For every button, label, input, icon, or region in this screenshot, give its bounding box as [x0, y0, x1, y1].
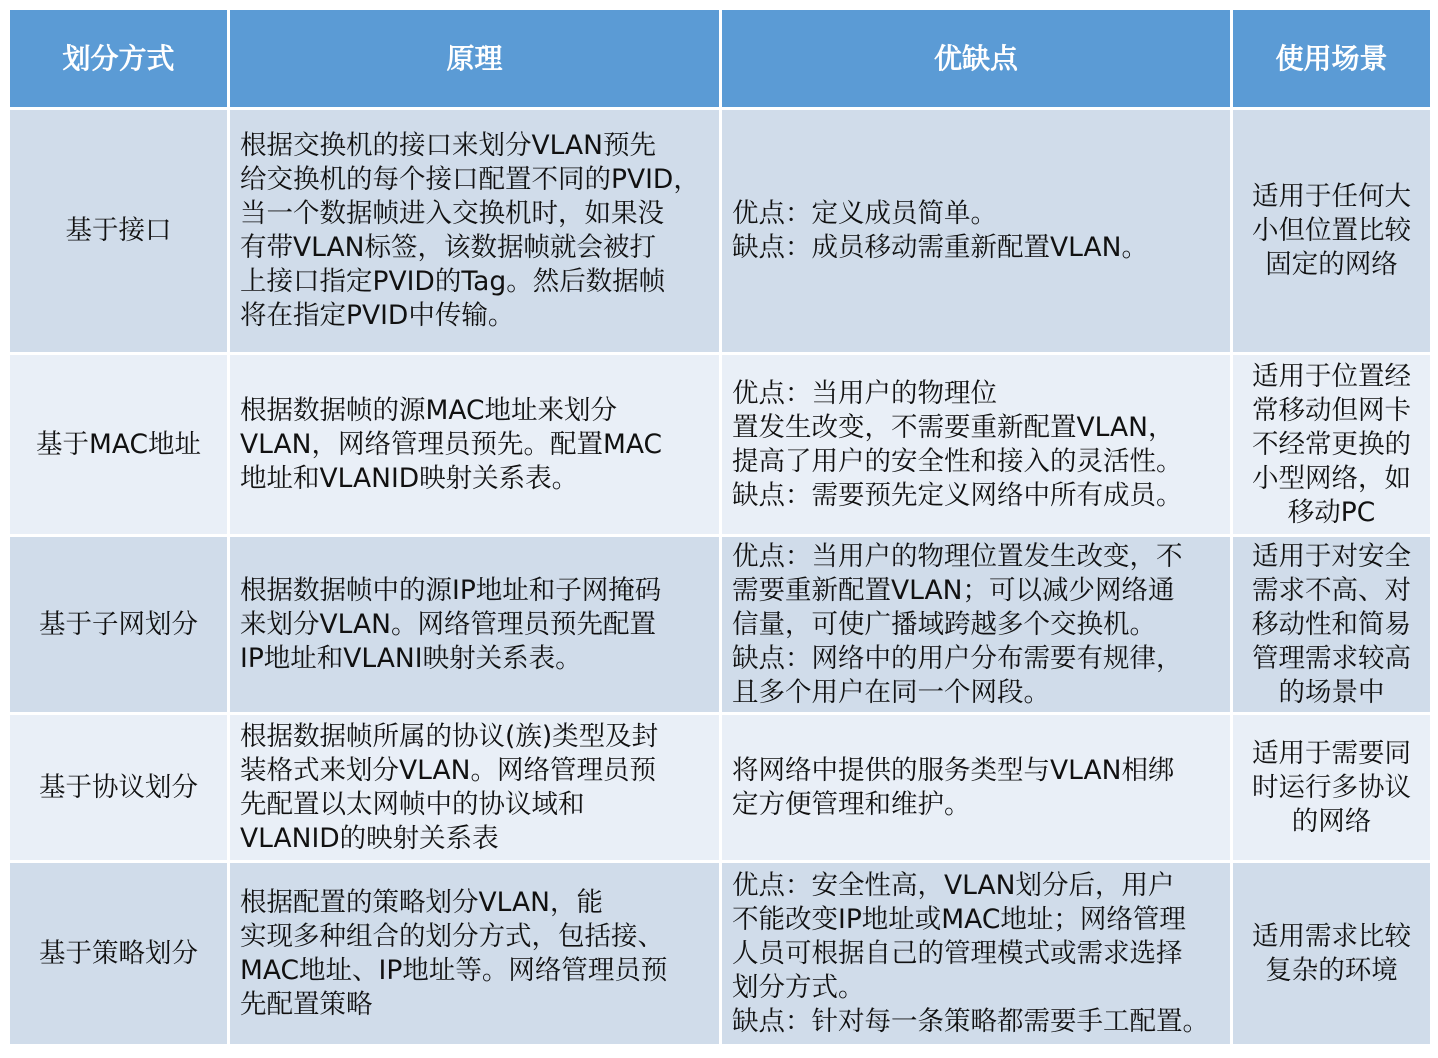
row-4-scenario: 适用于需要同 时运行多协议 的网络	[1233, 715, 1430, 863]
row-3-principle: 根据数据帧中的源IP地址和子网掩码 来划分VLAN。网络管理员预先配置 IP地址和VLANI映射关系表。	[230, 537, 722, 715]
header-principle: 原理	[230, 10, 722, 110]
row-1-scenario: 适用于任何大 小但位置比较 固定的网络	[1233, 110, 1430, 355]
row-5-method: 基于策略划分	[10, 863, 230, 1044]
row-4-pros-cons: 将网络中提供的服务类型与VLAN相绑 定方便管理和维护。	[722, 715, 1233, 863]
row-1-method: 基于接口	[10, 110, 230, 355]
header-pros-cons: 优缺点	[722, 10, 1233, 110]
row-5-scenario: 适用需求比较 复杂的环境	[1233, 863, 1430, 1044]
row-5-pros-cons: 优点：安全性高，VLAN划分后，用户 不能改变IP地址或MAC地址；网络管理 人员可根据自己的管理模式或需求选择 划分方式。 缺点：针对每一条策略都需要手工配置。	[722, 863, 1233, 1044]
row-4-principle: 根据数据帧所属的协议(族)类型及封 装格式来划分VLAN。网络管理员预 先配置以太网帧中的协议域和 VLANID的映射关系表	[230, 715, 722, 863]
row-5-principle: 根据配置的策略划分VLAN，能 实现多种组合的划分方式，包括接、 MAC地址、IP地址等。网络管理员预 先配置策略	[230, 863, 722, 1044]
row-3-method: 基于子网划分	[10, 537, 230, 715]
row-1-pros-cons: 优点：定义成员简单。 缺点：成员移动需重新配置VLAN。	[722, 110, 1233, 355]
row-3-scenario: 适用于对安全 需求不高、对 移动性和简易 管理需求较高 的场景中	[1233, 537, 1430, 715]
row-2-pros-cons: 优点：当用户的物理位 置发生改变，不需要重新配置VLAN， 提高了用户的安全性和接入的灵活性。 缺点：需要预先定义网络中所有成员。	[722, 355, 1233, 537]
header-method: 划分方式	[10, 10, 230, 110]
header-scenario: 使用场景	[1233, 10, 1430, 110]
row-2-scenario: 适用于位置经 常移动但网卡 不经常更换的 小型网络，如 移动PC	[1233, 355, 1430, 537]
row-1-principle: 根据交换机的接口来划分VLAN预先 给交换机的每个接口配置不同的PVID， 当一个数据帧进入交换机时，如果没 有带VLAN标签，该数据帧就会被打 上接口指定PVID的Tag。然后数据帧 将在指定PVID中传输。	[230, 110, 722, 355]
row-3-pros-cons: 优点：当用户的物理位置发生改变，不 需要重新配置VLAN；可以减少网络通 信量，可使广播域跨越多个交换机。 缺点：网络中的用户分布需要有规律， 且多个用户在同一个网段。	[722, 537, 1233, 715]
row-2-principle: 根据数据帧的源MAC地址来划分 VLAN，网络管理员预先。配置MAC 地址和VLANID映射关系表。	[230, 355, 722, 537]
row-2-method: 基于MAC地址	[10, 355, 230, 537]
row-4-method: 基于协议划分	[10, 715, 230, 863]
vlan-comparison-table	[10, 10, 1430, 1048]
